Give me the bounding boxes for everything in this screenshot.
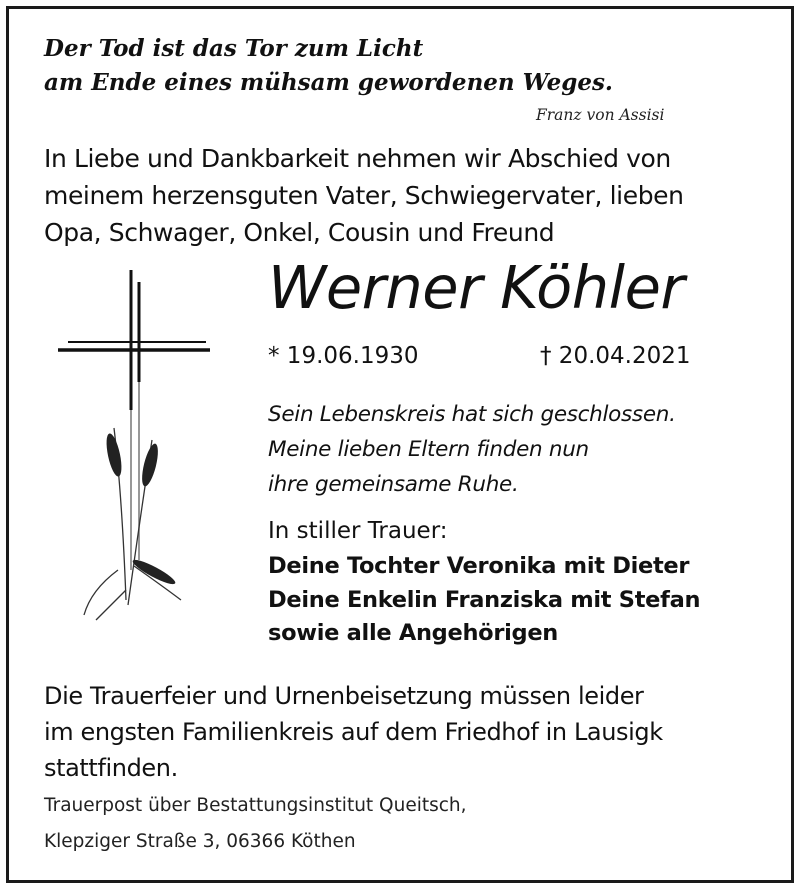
funeral-line: Die Trauerfeier und Urnenbeisetzung müssen leider (44, 682, 644, 710)
deceased-name: Werner Köhler (268, 253, 685, 322)
verse-line: Meine lieben Eltern finden nun (268, 437, 589, 462)
mourners-list (268, 550, 700, 651)
quote-line: Der Tod ist das Tor zum Licht (44, 35, 424, 62)
funeral-line: stattfinden. (44, 754, 178, 782)
funeral-notice (44, 678, 663, 786)
verse-line: ihre gemeinsame Ruhe. (268, 472, 519, 497)
quote-line: am Ende eines mühsam gewordenen Weges. (44, 69, 613, 96)
mourner: Deine Tochter Veronika mit Dieter (268, 553, 690, 579)
intro-line: In Liebe und Dankbarkeit nehmen wir Abschied von (44, 144, 671, 173)
cross-with-wheat-icon (56, 270, 216, 630)
quote (44, 32, 613, 100)
death-date: † 20.04.2021 (540, 343, 691, 369)
intro-text (44, 140, 684, 251)
mourner: Deine Enkelin Franziska mit Stefan (268, 586, 701, 613)
mailing-address (44, 788, 467, 860)
verse-line: Sein Lebenskreis hat sich geschlossen. (268, 402, 676, 427)
birth-date: * 19.06.1930 (268, 343, 419, 369)
memorial-verse (268, 397, 676, 502)
intro-line: Opa, Schwager, Onkel, Cousin und Freund (44, 218, 555, 247)
intro-line: meinem herzensguten Vater, Schwiegervater, lieben (44, 181, 684, 210)
quote-author: Franz von Assisi (536, 106, 665, 124)
mourner: sowie alle Angehörigen (268, 620, 559, 646)
address-line: Klepziger Straße 3, 06366 Köthen (44, 831, 356, 852)
mourning-label: In stiller Trauer: (268, 518, 448, 544)
funeral-line: im engsten Familienkreis auf dem Friedhof in Lausigk (44, 718, 663, 746)
address-line: Trauerpost über Bestattungsinstitut Queitsch, (44, 795, 467, 816)
